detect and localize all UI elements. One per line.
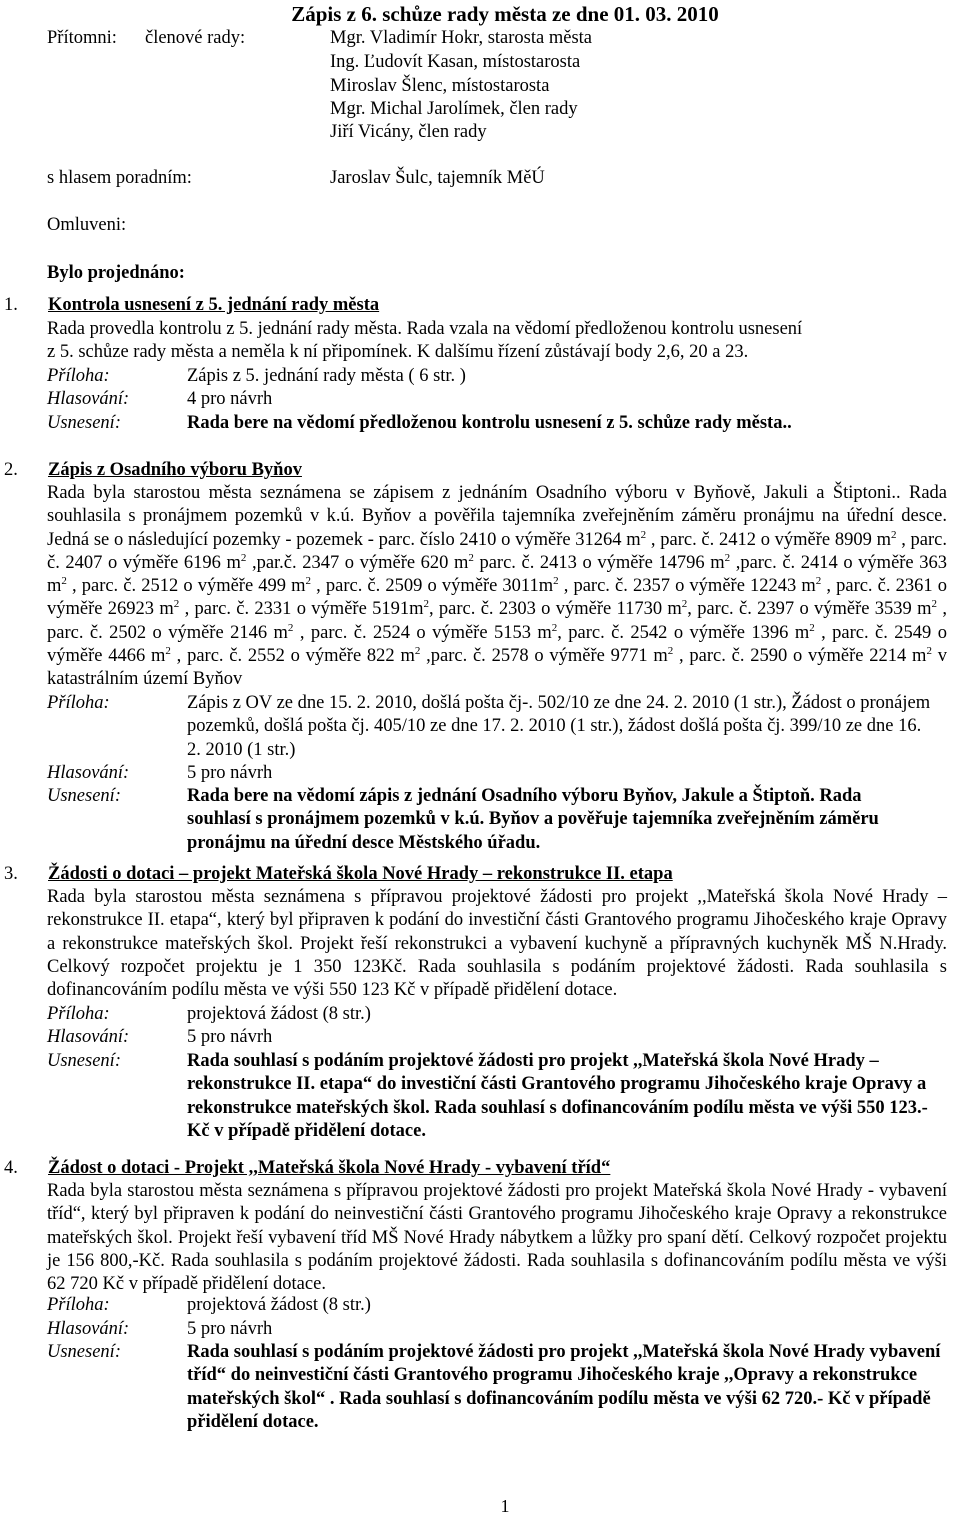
item-number: 3. bbox=[4, 864, 18, 884]
attachment-label: Příloha: bbox=[47, 1004, 110, 1024]
vote-value: 5 pro návrh bbox=[187, 1027, 273, 1047]
document-title: Zápis z 6. schůze rady města ze dne 01. 03. 2010 bbox=[291, 2, 719, 26]
item-body: Rada byla starostou města seznámena s přípravou projektové žádosti pro projekt Mateřská škola Nové Hrady - vybavení tříd“, který byl připraven k podání do neinvestiční části Grantového programu Jihočeského kraje Opravy a rekonstrukce mateřských škol. Projekt řeší vybavení tříd MŠ Nové Hrady nábytkem a lůžky pro spaní dětí. Celkový rozpočet projektu je 156 800,-Kč. Rada souhlasila s podáním projektové žádosti. Rada souhlasila s dofinancováním podílu města ve výši 62 720 Kč v případě přidělení dotace. bbox=[47, 1181, 947, 1295]
vote-value: 5 pro návrh bbox=[187, 1319, 273, 1339]
item-number: 1. bbox=[4, 295, 18, 315]
item-body-line: Rada provedla kontrolu z 5. jednání rady města. Rada vzala na vědomí předloženou kontrolu usnesení bbox=[47, 319, 803, 339]
item-title: Kontrola usnesení z 5. jednání rady města bbox=[48, 295, 380, 315]
attachment-label: Příloha: bbox=[47, 1295, 110, 1315]
item-body-line: z 5. schůze rady města a neměla k ní připomínek. K dalšímu řízení zůstávají body 2,6, 20 a 23. bbox=[47, 342, 749, 362]
advisory-label: s hlasem poradním: bbox=[47, 168, 192, 188]
item-body: Rada byla starostou města seznámena s přípravou projektové žádosti pro projekt ,,Mateřská škola Nové Hrady – rekonstrukce II. etapa“, který byl připraven k podání do investiční části Grantového programu Jihočeského kraje Opravy a rekonstrukce mateřských škol. Projekt řeší rekonstrukci a vybavení kuchyně a přípravných kuchyněk MŠ N.Hrady. Celkový rozpočet projektu je 1 350 123Kč. Rada souhlasila s podáním projektové žádosti. Rada souhlasila s dofinancováním podílu města ve výši 550 123 Kč v případě přidělení dotace. bbox=[47, 887, 947, 1001]
members-label: členové rady: bbox=[145, 28, 246, 48]
vote-label: Hlasování: bbox=[47, 763, 130, 783]
attachment-value: Zápis z 5. jednání rady města ( 6 str. ) bbox=[187, 366, 466, 386]
resolution-value: Rada bere na vědomí předloženou kontrolu usnesení z 5. schůze rady města.. bbox=[187, 413, 792, 433]
page-number: 1 bbox=[500, 1496, 510, 1516]
resolution-label: Usnesení: bbox=[47, 1051, 121, 1071]
item-title: Žádost o dotaci - Projekt ,,Mateřská škola Nové Hrady - vybavení tříd“ bbox=[48, 1158, 611, 1178]
member-3: Miroslav Šlenc, místostarosta bbox=[330, 76, 550, 96]
vote-label: Hlasování: bbox=[47, 1027, 130, 1047]
member-4: Mgr. Michal Jarolímek, člen rady bbox=[330, 99, 578, 119]
resolution-label: Usnesení: bbox=[47, 413, 121, 433]
item-body: Rada byla starostou města seznámena se zápisem z jednáním Osadního výboru v Byňově, Jakuli a Štiptoni.. Rada souhlasila s pronájmem pozemků v k.ú. Byňov a pověřila tajemníka zveřejněním záměru pronájmu na úřední desce. Jedná se o následující pozemky - pozemek - parc. číslo 2410 o výměře 31264 $m^2$ , parc. č. 2412 o výměře 8909 $m^2$ , parc. č. 2407 o výměře 6196 $m^2$ ,par.č. 2347 o výměře 620 $m^2$ parc. č. 2413 o výměře 14796 $m^2$ ,parc. č. 2414 o výměře 363 $m^2$ , parc. č. 2512 o výměře 499 $m^2$ , parc. č. 2509 o výměře $3011m^2$ , parc. č. 2357 o výměře 12243 $m^2$ , parc. č. 2361 o výměře 26923 $m^2$ , parc. č. 2331 o výměře $5191m^2$, parc. č. 2303 o výměře 11730 $m^2$, parc. č. 2397 o výměře 3539 $m^2$ , parc. č. 2502 o výměře 2146 $m^2$ , parc. č. 2524 o výměře 5153 $m^2$, parc. č. 2542 o výměře 1396 $m^2$ , parc. č. 2549 o výměře 4466 $m^2$ , parc. č. 2552 o výměře 822 $m^2$ ,parc. č. 2578 o výměře 9771 $m^2$ , parc. č. 2590 o výměře 2214 $m^2$ v katastrálním území Byňov bbox=[47, 483, 947, 690]
resolution-value: Rada bere na vědomí zápis z jednání Osadního výboru Byňov, Jakule a Štiptoň. Rada souhlasí s pronájmem pozemků v k.ú. Byňov a pověřuje tajemníka zveřejněním záměru pronájmu na úřední desce Městského úřadu. bbox=[187, 786, 879, 853]
attachment-label: Příloha: bbox=[47, 366, 110, 386]
attachment-value: Zápis z OV ze dne 15. 2. 2010, došlá pošta čj-. 502/10 ze dne 24. 2. 2010 (1 str.), Žádost o pronájem pozemků, došlá pošta čj. 405/10 ze dne 17. 2. 2010 (1 str.), žádost došlá pošta čj. 399/10 ze dne 16. 2. 2010 (1 str.) bbox=[187, 693, 931, 760]
item-number: 4. bbox=[4, 1158, 18, 1178]
resolution-value: Rada souhlasí s podáním projektové žádosti pro projekt ,,Mateřská škola Nové Hrady – rekonstrukce II. etapa“ do investiční části Grantového programu Jihočeského kraje Opravy a rekonstrukce mateřských škol. Rada souhlasí s dofinancováním podílu města ve výši 550 123.- Kč v případě přidělení dotace. bbox=[187, 1051, 928, 1141]
member-2: Ing. Ľudovít Kasan, místostarosta bbox=[330, 52, 581, 72]
resolution-label: Usnesení: bbox=[47, 1342, 121, 1362]
attachment-label: Příloha: bbox=[47, 693, 110, 713]
attachment-value: projektová žádost (8 str.) bbox=[187, 1004, 371, 1024]
vote-value: 4 pro návrh bbox=[187, 389, 273, 409]
resolution-value: Rada souhlasí s podáním projektové žádosti pro projekt ,,Mateřská škola Nové Hrady vybavení tříd“ do neinvestiční části Grantového programu Jihočeského kraje ,,Opravy a rekonstrukce mateřských škol“ . Rada souhlasí s dofinancováním podílu města ve výši 62 720.- Kč v případě přidělení dotace. bbox=[187, 1342, 941, 1432]
discussed-label: Bylo projednáno: bbox=[47, 263, 185, 283]
vote-value: 5 pro návrh bbox=[187, 763, 273, 783]
vote-label: Hlasování: bbox=[47, 389, 130, 409]
present-label: Přítomni: bbox=[47, 28, 117, 48]
vote-label: Hlasování: bbox=[47, 1319, 130, 1339]
member-1: Mgr. Vladimír Hokr, starosta města bbox=[330, 28, 592, 48]
attachment-value: projektová žádost (8 str.) bbox=[187, 1295, 371, 1315]
advisory-member: Jaroslav Šulc, tajemník MěÚ bbox=[330, 168, 545, 188]
resolution-label: Usnesení: bbox=[47, 786, 121, 806]
item-number: 2. bbox=[4, 460, 18, 480]
member-5: Jiří Vicány, člen rady bbox=[330, 122, 487, 142]
excused-label: Omluveni: bbox=[47, 215, 127, 235]
item-title: Zápis z Osadního výboru Byňov bbox=[48, 460, 302, 480]
item-title: Žádosti o dotaci – projekt Mateřská škola Nové Hrady – rekonstrukce II. etapa bbox=[48, 864, 673, 884]
